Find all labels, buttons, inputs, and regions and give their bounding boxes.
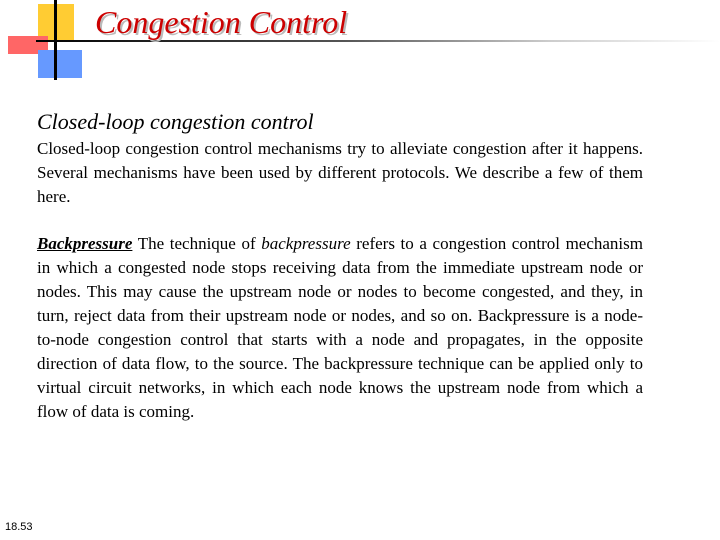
- title-underline: [36, 40, 720, 42]
- corner-decoration-blue: [38, 50, 82, 78]
- slide-number: 18.53: [5, 521, 33, 533]
- intro-paragraph: Closed-loop congestion control mechanisms try to alleviate congestion after it happens. Several mechanisms have been used by different protocols. We describe a few of them here.: [37, 139, 643, 206]
- backpressure-text-b: refers to a congestion control mechanism in which a congested node stops receiving data from the immediate upstream node or nodes. This may cause the upstream node or nodes to become congested, and they, in turn, reject data from their upstream node or nodes, and so on. Backpressure is a node-to-node congestion control that starts with a node and propagates, in the opposite direction of data flow, to the source. The backpressure technique can be applied only to virtual circuit networks, in which each node knows the upstream node from which a flow of data is coming.: [37, 234, 643, 421]
- section-heading: Closed-loop congestion control: [37, 109, 314, 134]
- backpressure-text-a: The technique of: [132, 234, 262, 253]
- slide-title: Congestion Control: [95, 4, 348, 40]
- backpressure-emphasis: backpressure: [261, 234, 351, 253]
- backpressure-paragraph: [37, 232, 643, 424]
- backpressure-term: Backpressure: [37, 234, 133, 253]
